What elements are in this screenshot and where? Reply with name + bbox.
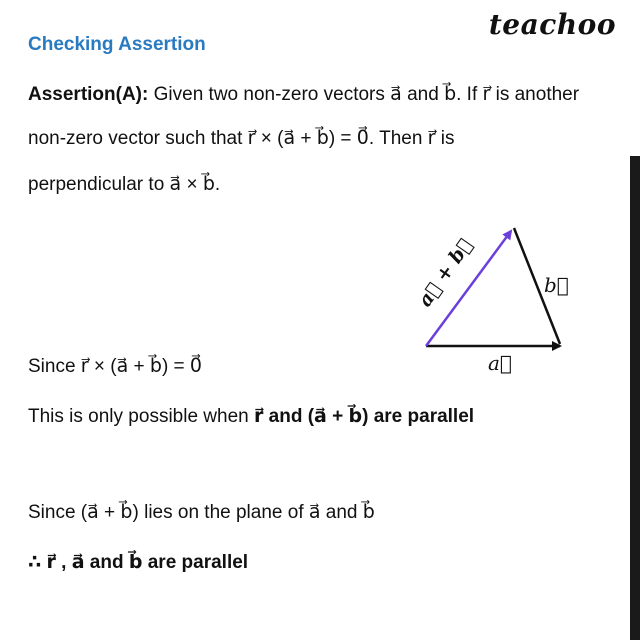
scrollbar-thumb[interactable] (630, 156, 640, 640)
step-2 (28, 406, 474, 428)
scrollbar[interactable] (630, 0, 640, 640)
section-heading: Checking Assertion (28, 34, 206, 55)
assertion-line-3: perpendicular to a⃗ × b⃗. (28, 174, 221, 195)
vector-triangle-diagram (400, 210, 590, 380)
assertion-text-1: Given two non-zero vectors a⃗ and b⃗. If r⃗ is another (148, 84, 580, 105)
assertion-line-2: non-zero vector such that r⃗ × (a⃗ + b⃗) = 0⃗. Then r⃗ is (28, 128, 455, 149)
assertion-line-1 (28, 84, 579, 106)
vector-a-label: a⃗ (488, 351, 512, 375)
brand-logo: teachoo (488, 8, 616, 41)
step-1: Since r⃗ × (a⃗ + b⃗) = 0⃗ (28, 356, 203, 377)
assertion-label: Assertion(A): (28, 84, 149, 105)
vector-sum-label: a⃗ + b⃗ (414, 234, 477, 311)
step-2-bold: r⃗ and (a⃗ + b⃗) are parallel (254, 406, 475, 427)
vector-b-label: b⃗ (544, 273, 569, 297)
step-3: Since (a⃗ + b⃗) lies on the plane of a⃗ and b⃗ (28, 502, 375, 523)
step-2-text: This is only possible when (28, 406, 254, 427)
step-4: ∴ r⃗ , a⃗ and b⃗ are parallel (28, 552, 249, 573)
